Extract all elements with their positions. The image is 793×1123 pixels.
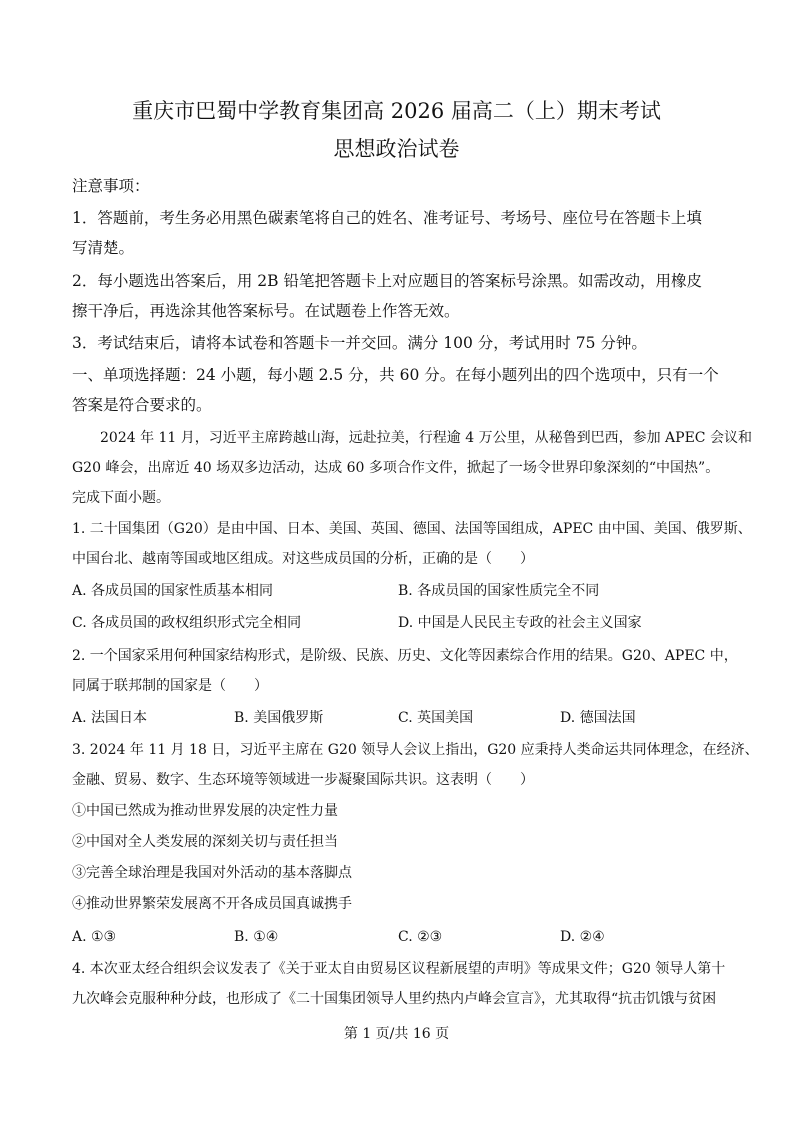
material-instruction: 完成下面小题。 (72, 490, 170, 506)
notice-item-1-cont: 写清楚。 (72, 239, 135, 257)
question-1-option-c: C. 各成员国的政权组织形式完全相同 (72, 615, 302, 631)
question-2-stem: 2. 一个国家采用何种国家结构形式，是阶级、民族、历史、文化等因素综合作用的结果。G20、APEC 中， (72, 648, 738, 664)
question-2-option-d: D. 德国法国 (560, 710, 636, 726)
exam-title: 重庆市巴蜀中学教育集团高 2026 届高二（上）期末考试 (132, 99, 661, 123)
exam-subtitle: 思想政治试卷 (333, 137, 460, 161)
question-2-stem-cont: 同属于联邦制的国家是（ ） (72, 678, 268, 694)
page-footer: 第 1 页/共 16 页 (343, 1026, 450, 1042)
question-2-option-c: C. 英国美国 (398, 710, 474, 726)
question-3-option-c: C. ②③ (398, 929, 443, 945)
material-text: 2024 年 11 月，习近平主席跨越山海，远赴拉美，行程逾 4 万公里，从秘鲁到巴西，参加 APEC 会议和 (100, 430, 752, 446)
question-2-option-b: B. 美国俄罗斯 (234, 710, 324, 726)
question-1-option-b: B. 各成员国的国家性质完全不同 (398, 583, 600, 599)
material-text-cont: G20 峰会，出席近 40 场双多边活动，达成 60 多项合作文件，掀起了一场令世界印象深刻的“中国热”。 (72, 460, 720, 476)
question-1-option-a: A. 各成员国的国家性质基本相同 (72, 583, 274, 599)
section-heading: 一、单项选择题：24 小题，每小题 2.5 分，共 60 分。在每小题列出的四个选项中，只有一个 (72, 366, 719, 384)
section-heading-cont: 答案是符合要求的。 (72, 396, 212, 414)
question-2-option-a: A. 法国日本 (72, 710, 148, 726)
question-3-option-d: D. ②④ (560, 929, 605, 945)
notice-item-1: 1．答题前，考生务必用黑色碳素笔将自己的姓名、准考证号、考场号、座位号在答题卡上填 (72, 209, 702, 227)
question-1-stem-cont: 中国台北、越南等国或地区组成。对这些成员国的分析，正确的是（ ） (72, 551, 534, 567)
question-1-option-d: D. 中国是人民民主专政的社会主义国家 (398, 615, 642, 631)
question-4-stem: 4. 本次亚太经合组织会议发表了《关于亚太自由贸易区议程新展望的声明》等成果文件；G20 领导人第十 (72, 961, 726, 977)
question-3-statement-4: ④推动世界繁荣发展离不开各成员国真诚携手 (72, 896, 352, 912)
question-3-option-b: B. ①④ (234, 929, 279, 945)
question-3-stem: 3. 2024 年 11 月 18 日，习近平主席在 G20 领导人会议上指出，G20 应秉持人类命运共同体理念，在经济、 (72, 742, 759, 758)
question-3-stem-cont: 金融、贸易、数字、生态环境等领域进一步凝聚国际共识。这表明（ ） (72, 772, 534, 788)
question-1-stem: 1. 二十国集团（G20）是由中国、日本、美国、英国、德国、法国等国组成，APEC 由中国、美国、俄罗斯、 (72, 521, 752, 537)
notice-item-3: 3．考试结束后，请将本试卷和答题卡一并交回。满分 100 分，考试用时 75 分钟。 (72, 334, 647, 352)
notice-item-2-cont: 擦干净后，再选涂其他答案标号。在试题卷上作答无效。 (72, 302, 460, 320)
question-3-statement-3: ③完善全球治理是我国对外活动的基本落脚点 (72, 865, 352, 881)
question-3-statement-1: ①中国已然成为推动世界发展的决定性力量 (72, 803, 338, 819)
question-4-stem-cont: 九次峰会克服种种分歧，也形成了《二十国集团领导人里约热内卢峰会宣言》，尤其取得“抗击饥饿与贫困 (72, 991, 717, 1007)
question-3-statement-2: ②中国对全人类发展的深刻关切与责任担当 (72, 834, 338, 850)
notice-item-2: 2．每小题选出答案后，用 2B 铅笔把答题卡上对应题目的答案标号涂黑。如需改动，用橡皮 (72, 272, 702, 290)
question-3-option-a: A. ①③ (72, 929, 117, 945)
notice-heading: 注意事项： (72, 177, 150, 195)
